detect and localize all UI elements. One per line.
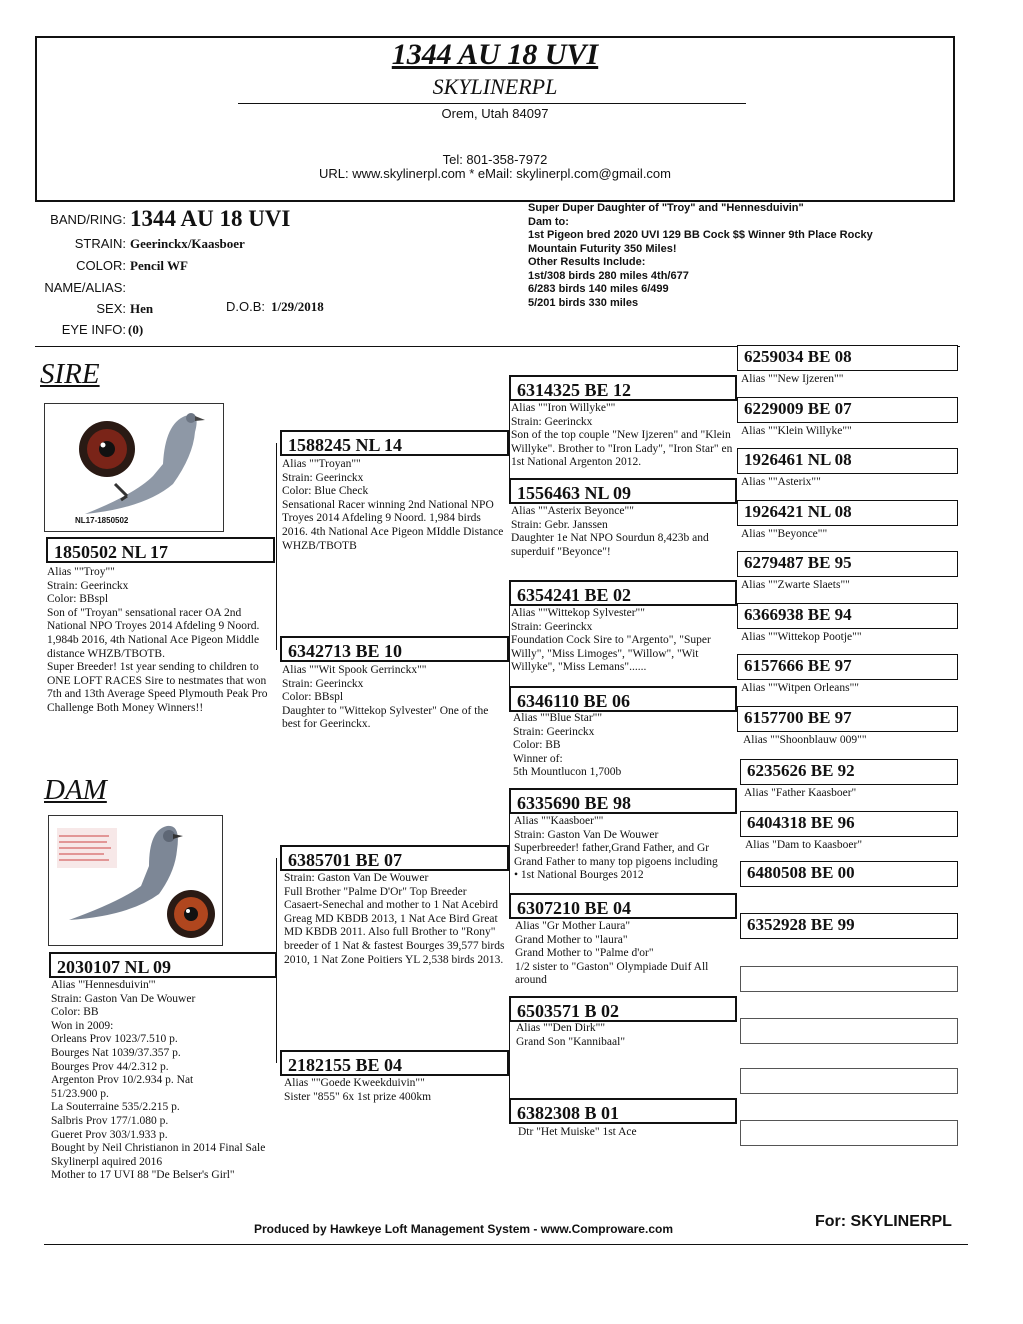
gen4-empty-slot xyxy=(740,1068,958,1094)
sex-label: SEX: xyxy=(96,301,126,316)
granddam-sire-info: Alias ""Wit Spook Gerrinckx"" Strain: Geerinckx Color: BBspl Daughter to "Wittekop Sylvester" One of the best for Geerinckx. xyxy=(282,664,489,731)
dam-pigeon-illustration xyxy=(49,816,222,945)
gen4-alias-2: Alias ""Klein Willyke"" xyxy=(741,425,852,437)
gen4-alias-7: Alias ""Witpen Orleans"" xyxy=(741,682,859,694)
band-label: BAND/RING: xyxy=(50,212,126,227)
footer-produced: Produced by Hawkeye Loft Management System - www.Comproware.com xyxy=(254,1222,673,1236)
sire-band: 1850502 NL 17 xyxy=(46,537,275,563)
alias-label: NAME/ALIAS: xyxy=(44,280,126,295)
sire-pigeon-illustration xyxy=(45,404,223,531)
gen4-alias-6: Alias ""Wittekop Pootje"" xyxy=(741,631,862,643)
gen4-band-1: 6259034 BE 08 xyxy=(737,345,958,371)
sire-heading: SIRE xyxy=(40,358,100,390)
granddam-dam-info: Alias ""Goede Kweekduivin"" Sister "855" 6x 1st prize 400km xyxy=(284,1077,432,1103)
gen4-empty-slot xyxy=(740,966,958,992)
grandsire-dam-info: Strain: Gaston Van De Wouwer Full Brother "Palme D'Or" Top Breeder Casaert-Senechal and mother to 1 Nat Acebird Greag MD KBDB 2013, 1 Nat Ace Bird Great MD KBDB 2011. Also full Brother to "Rony" breeder of 1 Nat & fastest Bourges 39,577 birds 2010, 1 Nat Zone Poitiers YL 2,538 birds 2013. xyxy=(284,872,505,966)
header-city: Orem, Utah 84097 xyxy=(441,106,549,121)
gg-band-8: 6382308 B 01 xyxy=(509,1098,737,1124)
dob-label: D.O.B: xyxy=(226,299,266,314)
connector xyxy=(276,443,277,650)
color-label: COLOR: xyxy=(76,258,126,273)
connector xyxy=(276,858,277,1063)
gen4-band-5: 6279487 BE 95 xyxy=(737,551,958,577)
footer-divider xyxy=(44,1244,968,1245)
gen4-band-2: 6229009 BE 07 xyxy=(737,397,958,423)
gen4-empty-slot xyxy=(740,1120,958,1146)
gen4-band-8: 6157700 BE 97 xyxy=(737,706,958,732)
subject-color: Pencil WF xyxy=(130,258,188,273)
subject-eye: (0) xyxy=(128,322,144,337)
gen4-alias-1: Alias ""New Ijzeren"" xyxy=(741,373,844,385)
gg-info-4: Alias ""Blue Star"" Strain: Geerinckx Color: BB Winner of: 5th Mountlucon 1,700b xyxy=(513,712,622,779)
gen4-empty-slot xyxy=(740,1018,958,1044)
gen4-band-12: 6352928 BE 99 xyxy=(740,913,958,939)
gen4-alias-4: Alias ""Beyonce"" xyxy=(741,528,828,540)
gen4-band-4: 1926421 NL 08 xyxy=(737,500,958,526)
subject-strain: Geerinckx/Kaasboer xyxy=(130,236,245,251)
gen4-band-10: 6404318 BE 96 xyxy=(740,811,958,837)
gg-band-5: 6335690 BE 98 xyxy=(509,788,737,814)
gen4-band-7: 6157666 BE 97 xyxy=(737,654,958,680)
gg-info-8: Dtr "Het Muiske" 1st Ace xyxy=(518,1126,637,1138)
footer-for: For: SKYLINERPL xyxy=(815,1213,952,1230)
gen4-alias-5: Alias ""Zwarte Slaets"" xyxy=(741,579,850,591)
gg-band-3: 6354241 BE 02 xyxy=(509,580,737,606)
sire-photo-caption: NL17-1850502 xyxy=(75,516,129,525)
grandsire-sire-info: Alias ""Troyan"" Strain: Geerinckx Color: Blue Check Sensational Racer winning 2nd National NPO Troyes 2014 Afdeling 9 Noord. 1,984 birds 2016. 4th National Ace Pigeon MIddle Distance WHZB/TBOTB xyxy=(282,458,504,552)
gen4-alias-3: Alias ""Asterix"" xyxy=(741,476,821,488)
grandsire-sire-band: 1588245 NL 14 xyxy=(280,430,509,456)
dam-photo xyxy=(48,815,223,946)
strain-label: STRAIN: xyxy=(74,236,126,251)
header-band: 1344 AU 18 UVI xyxy=(391,38,599,71)
gg-info-5: Alias ""Kaasboer"" Strain: Gaston Van De Wouwer Superbreeder! father,Grand Father, and Gr Grand Father to many top pigoens including • 1st National Bourges 2012 xyxy=(514,815,718,882)
grandsire-dam-band: 6385701 BE 07 xyxy=(280,845,509,871)
gg-info-1: Alias ""Iron Willyke"" Strain: Geerinckx Son of the top couple "New Ijzeren" and "Klein Willyke". Brother to "Iron Lady", "Iron Star" en 1st National Argenton 2012. xyxy=(511,402,733,469)
granddam-sire-band: 6342713 BE 10 xyxy=(280,636,509,662)
gen4-band-6: 6366938 BE 94 xyxy=(737,603,958,629)
header-divider xyxy=(238,103,746,104)
subject-band: 1344 AU 18 UVI xyxy=(130,206,291,231)
header-contact: URL: www.skylinerpl.com * eMail: skylinerpl.com@gmail.com xyxy=(318,166,671,181)
gg-band-4: 6346110 BE 06 xyxy=(509,686,737,712)
granddam-dam-band: 2182155 BE 04 xyxy=(280,1050,509,1076)
header-loft-name: SKYLINERPL xyxy=(432,74,558,99)
gg-info-7: Alias ""Den Dirk"" Grand Son "Kannibaal" xyxy=(516,1022,626,1048)
dam-band: 2030107 NL 09 xyxy=(49,952,277,978)
gen4-band-11: 6480508 BE 00 xyxy=(740,861,958,887)
gg-band-7: 6503571 B 02 xyxy=(509,996,737,1022)
gen4-band-9: 6235626 BE 92 xyxy=(740,759,958,785)
sire-photo xyxy=(44,403,224,532)
gg-band-6: 6307210 BE 04 xyxy=(509,893,737,919)
subject-notes: Super Duper Daughter of "Troy" and "Hennesduivin" Dam to: 1st Pigeon bred 2020 UVI 129 BB Cock $$ Winner 9th Place Rocky Mountain Futurity 350 Miles! Other Results Include: 1st/308 birds 280 miles 4th/677 6/283 birds 140 miles 6/499 5/201 birds 330 miles xyxy=(528,202,873,309)
gg-info-6: Alias "Gr Mother Laura" Grand Mother to "laura" Grand Mother to "Palme d'or" 1/2 sister to "Gaston" Olympiade Duif All around xyxy=(515,920,709,987)
dam-heading: DAM xyxy=(44,774,107,806)
header-tel: Tel: 801-358-7972 xyxy=(442,152,548,167)
gen4-alias-9: Alias "Father Kaasboer" xyxy=(744,787,857,799)
gen4-alias-8: Alias ""Shoonblauw 009"" xyxy=(743,734,867,746)
subject-sex: Hen xyxy=(130,301,154,316)
dam-info: Alias "'Hennesduivin'" Strain: Gaston Van De Wouwer Color: BB Won in 2009: Orleans Prov 1023/7.510 p. Bourges Nat 1039/37.357 p. Bourges Prov 44/2.312 p. Argenton Prov 10/2.934 p. Nat 51/23.900 p. La Souterraine 535/2.215 p. Salbris Prov 177/1.080 p. Gueret Prov 303/1.933 p. Bought by Neil Christianon in 2014 Final Sale Skylinerpl aquired 2016 Mother to 17 UVI 88 "De Belser's Girl" xyxy=(51,979,266,1182)
gen4-band-3: 1926461 NL 08 xyxy=(737,448,958,474)
gg-band-2: 1556463 NL 09 xyxy=(509,478,737,504)
sire-info: Alias ""Troy"" Strain: Geerinckx Color: BBspl Son of "Troyan" sensational racer OA 2nd National NPO Troyes 2014 Afdeling 9 Noord. 1,984b 2016, 4th National Ace Pigeon Middle distance WHZB/TBOTB. Super Breeder! 1st year sending to children to ONE LOFT RACES Sire to nestmates that won 7th and 13th Average Speed Plymouth Peak Pro Challenge Both Money Winners!! xyxy=(47,566,268,714)
subject-dob: 1/29/2018 xyxy=(271,299,324,314)
gen4-alias-10: Alias "Dam to Kaasboer" xyxy=(745,839,863,851)
gg-band-1: 6314325 BE 12 xyxy=(509,375,737,401)
eye-label: EYE INFO: xyxy=(61,322,126,337)
gg-info-2: Alias ""Asterix Beyonce"" Strain: Gebr. Janssen Daughter 1e Nat NPO Sourdun 8,423b and superduif "Beyonce"! xyxy=(511,505,709,558)
gg-info-3: Alias ""Wittekop Sylvester"" Strain: Geerinckx Foundation Cock Sire to "Argento", "Super Willy", "Miss Limoges", "Willow", "Wit Willyke", "Miss Lemans"...... xyxy=(511,607,711,674)
